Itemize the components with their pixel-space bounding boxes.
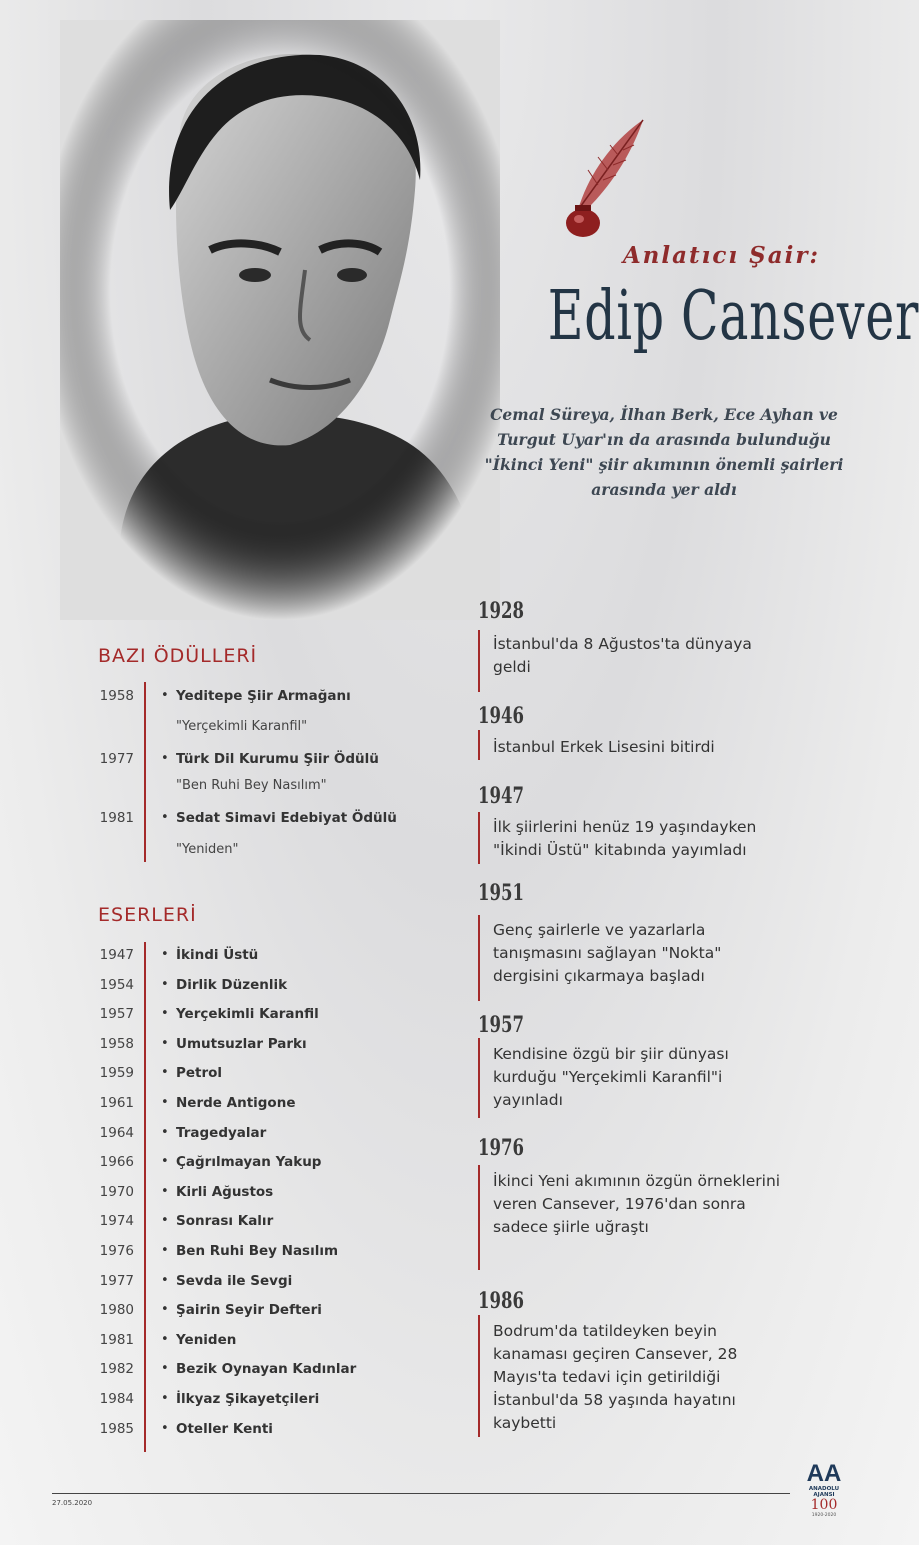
bullet-icon: • (161, 688, 169, 703)
timeline-text: Genç şairlerle ve yazarlarla tanışmasını sağlayan "Nokta" dergisini çıkarmaya başladı (493, 921, 722, 985)
bullet-icon: • (161, 1183, 169, 1199)
quill-inkwell-icon (548, 115, 648, 245)
timeline-bar (478, 915, 480, 1001)
work-year: 1947 (99, 947, 134, 963)
work-item (0, 1213, 440, 1237)
work-title: Bezik Oynayan Kadınlar (176, 1361, 357, 1378)
work-title: Çağrılmayan Yakup (176, 1154, 322, 1171)
timeline-text: Bodrum'da tatildeyken beyin kanaması geçiren Cansever, 28 Mayıs'ta tedavi için getirildiği İstanbul'da 58 yaşında hayatını kaybetti (493, 1322, 738, 1432)
work-item (0, 1065, 440, 1089)
work-year: 1985 (99, 1420, 134, 1437)
work-item (0, 1302, 440, 1326)
work-year: 1959 (99, 1065, 134, 1082)
bullet-icon: • (161, 1331, 169, 1347)
work-item (0, 1125, 440, 1149)
bullet-icon: • (161, 1420, 169, 1436)
work-item (0, 1332, 440, 1356)
bullet-icon: • (161, 976, 169, 992)
work-title: Şairin Seyir Defteri (176, 1302, 322, 1319)
bullet-icon: • (161, 1154, 169, 1170)
bullet-icon: • (161, 1243, 169, 1258)
award-work (0, 778, 440, 802)
timeline-bar (478, 1315, 480, 1437)
bullet-icon: • (161, 1302, 169, 1318)
work-item (0, 1421, 440, 1445)
bullet-icon: • (161, 751, 169, 766)
work-year: 1961 (99, 1095, 134, 1111)
award-work (0, 719, 440, 743)
logo-anniversary: 100 (810, 1497, 838, 1513)
subtitle: Anlatıcı Şair: (622, 242, 820, 269)
bullet-icon: • (161, 1213, 169, 1229)
timeline-text: İkinci Yeni akımının özgün örneklerini veren Cansever, 1976'dan sonra sadece şiirle uğraştı (493, 1172, 781, 1236)
work-title: İlkyaz Şikayetçileri (176, 1391, 320, 1407)
work-item (0, 1184, 440, 1208)
work-year: 1964 (99, 1124, 134, 1141)
timeline-bar (478, 1038, 480, 1118)
work-title: Nerde Antigone (176, 1095, 296, 1111)
work-year: 1981 (99, 1331, 134, 1348)
bullet-icon: • (161, 1272, 169, 1288)
bullet-icon: • (161, 1361, 169, 1377)
bullet-icon: • (161, 1035, 169, 1051)
award-item (0, 751, 440, 775)
timeline-text: Kendisine özgü bir şiir dünyası kurduğu "Yerçekimli Karanfil"i yayınladı (493, 1045, 729, 1109)
timeline-text: İstanbul Erkek Lisesini bitirdi (493, 738, 715, 756)
timeline-bar (478, 812, 480, 864)
timeline-year: 1976 (478, 1135, 524, 1161)
timeline-text: İstanbul'da 8 Ağustos'ta dünyaya geldi (493, 635, 752, 676)
award-work (0, 842, 440, 866)
work-title: Yerçekimli Karanfil (176, 1006, 319, 1023)
award-work-title: "Yerçekimli Karanfil" (176, 719, 308, 734)
work-title: Sevda ile Sevgi (176, 1272, 293, 1289)
award-year: 1981 (99, 810, 134, 826)
award-work-title: "Ben Ruhi Bey Nasılım" (176, 778, 327, 793)
timeline-year: 1947 (478, 783, 524, 809)
work-title: Petrol (176, 1065, 223, 1082)
work-year: 1970 (99, 1183, 134, 1200)
award-item (0, 810, 440, 834)
logo-letters: AA (806, 1460, 842, 1487)
award-name: Sedat Simavi Edebiyat Ödülü (176, 810, 397, 826)
logo-years: 1920-2020 (811, 1513, 837, 1518)
work-title: Ben Ruhi Bey Nasılım (176, 1243, 339, 1259)
awards-heading: BAZI ÖDÜLLERİ (98, 645, 258, 667)
work-year: 1966 (99, 1154, 134, 1171)
work-title: İkindi Üstü (176, 947, 259, 963)
work-item (0, 1243, 440, 1267)
work-item (0, 1006, 440, 1030)
logo-name: ANADOLU AJANSI (808, 1486, 840, 1498)
work-item (0, 947, 440, 971)
portrait-photo (60, 20, 500, 620)
work-year: 1984 (99, 1391, 134, 1407)
publish-date: 27.05.2020 (52, 1499, 93, 1507)
work-year: 1958 (99, 1035, 134, 1052)
work-item (0, 1154, 440, 1178)
works-heading: ESERLERİ (98, 904, 197, 926)
work-item (0, 1095, 440, 1119)
timeline-bar (478, 730, 480, 760)
bullet-icon: • (161, 1124, 169, 1140)
work-item (0, 1361, 440, 1385)
work-title: Tragedyalar (176, 1124, 267, 1141)
work-year: 1974 (99, 1213, 134, 1230)
bullet-icon: • (161, 810, 169, 825)
work-item (0, 1391, 440, 1415)
timeline-year: 1946 (478, 703, 524, 729)
work-title: Umutsuzlar Parkı (176, 1035, 307, 1052)
work-year: 1957 (99, 1006, 134, 1023)
work-title: Dirlik Düzenlik (176, 976, 288, 993)
work-year: 1954 (99, 976, 134, 993)
work-year: 1980 (99, 1302, 134, 1319)
bullet-icon: • (161, 947, 169, 962)
award-work-title: "Yeniden" (176, 842, 239, 857)
intro-text: Cemal Süreya, İlhan Berk, Ece Ayhan ve Turgut Uyar'ın da arasında bulunduğu "İkinci Yeni" şiir akımının önemli şairleri arasında yer aldı (484, 405, 844, 499)
anadolu-ajansi-logo (798, 1462, 850, 1524)
timeline-text: İlk şiirlerini henüz 19 yaşındayken "İkindi Üstü" kitabında yayımladı (493, 818, 757, 859)
work-year: 1982 (99, 1361, 134, 1378)
footer-divider (52, 1493, 790, 1494)
work-year: 1976 (99, 1243, 134, 1259)
timeline-year: 1957 (478, 1012, 524, 1038)
page-title: Edip Cansever (547, 277, 919, 356)
timeline-bar (478, 1165, 480, 1270)
work-title: Sonrası Kalır (176, 1213, 274, 1230)
bullet-icon: • (161, 1095, 169, 1110)
work-title: Oteller Kenti (176, 1420, 273, 1437)
award-name: Yeditepe Şiir Armağanı (176, 688, 351, 704)
timeline-year: 1986 (478, 1288, 524, 1314)
timeline-bar (478, 630, 480, 692)
bullet-icon: • (161, 1391, 169, 1406)
work-item (0, 1273, 440, 1297)
bullet-icon: • (161, 1006, 169, 1022)
award-year: 1958 (99, 688, 134, 704)
award-name: Türk Dil Kurumu Şiir Ödülü (176, 751, 379, 767)
work-title: Yeniden (176, 1331, 237, 1348)
award-year: 1977 (99, 751, 134, 767)
award-item (0, 688, 440, 712)
bullet-icon: • (161, 1065, 169, 1081)
work-title: Kirli Ağustos (176, 1183, 274, 1200)
timeline-year: 1928 (478, 598, 524, 624)
work-item (0, 977, 440, 1001)
work-item (0, 1036, 440, 1060)
work-year: 1977 (99, 1272, 134, 1289)
timeline-year: 1951 (478, 880, 524, 906)
